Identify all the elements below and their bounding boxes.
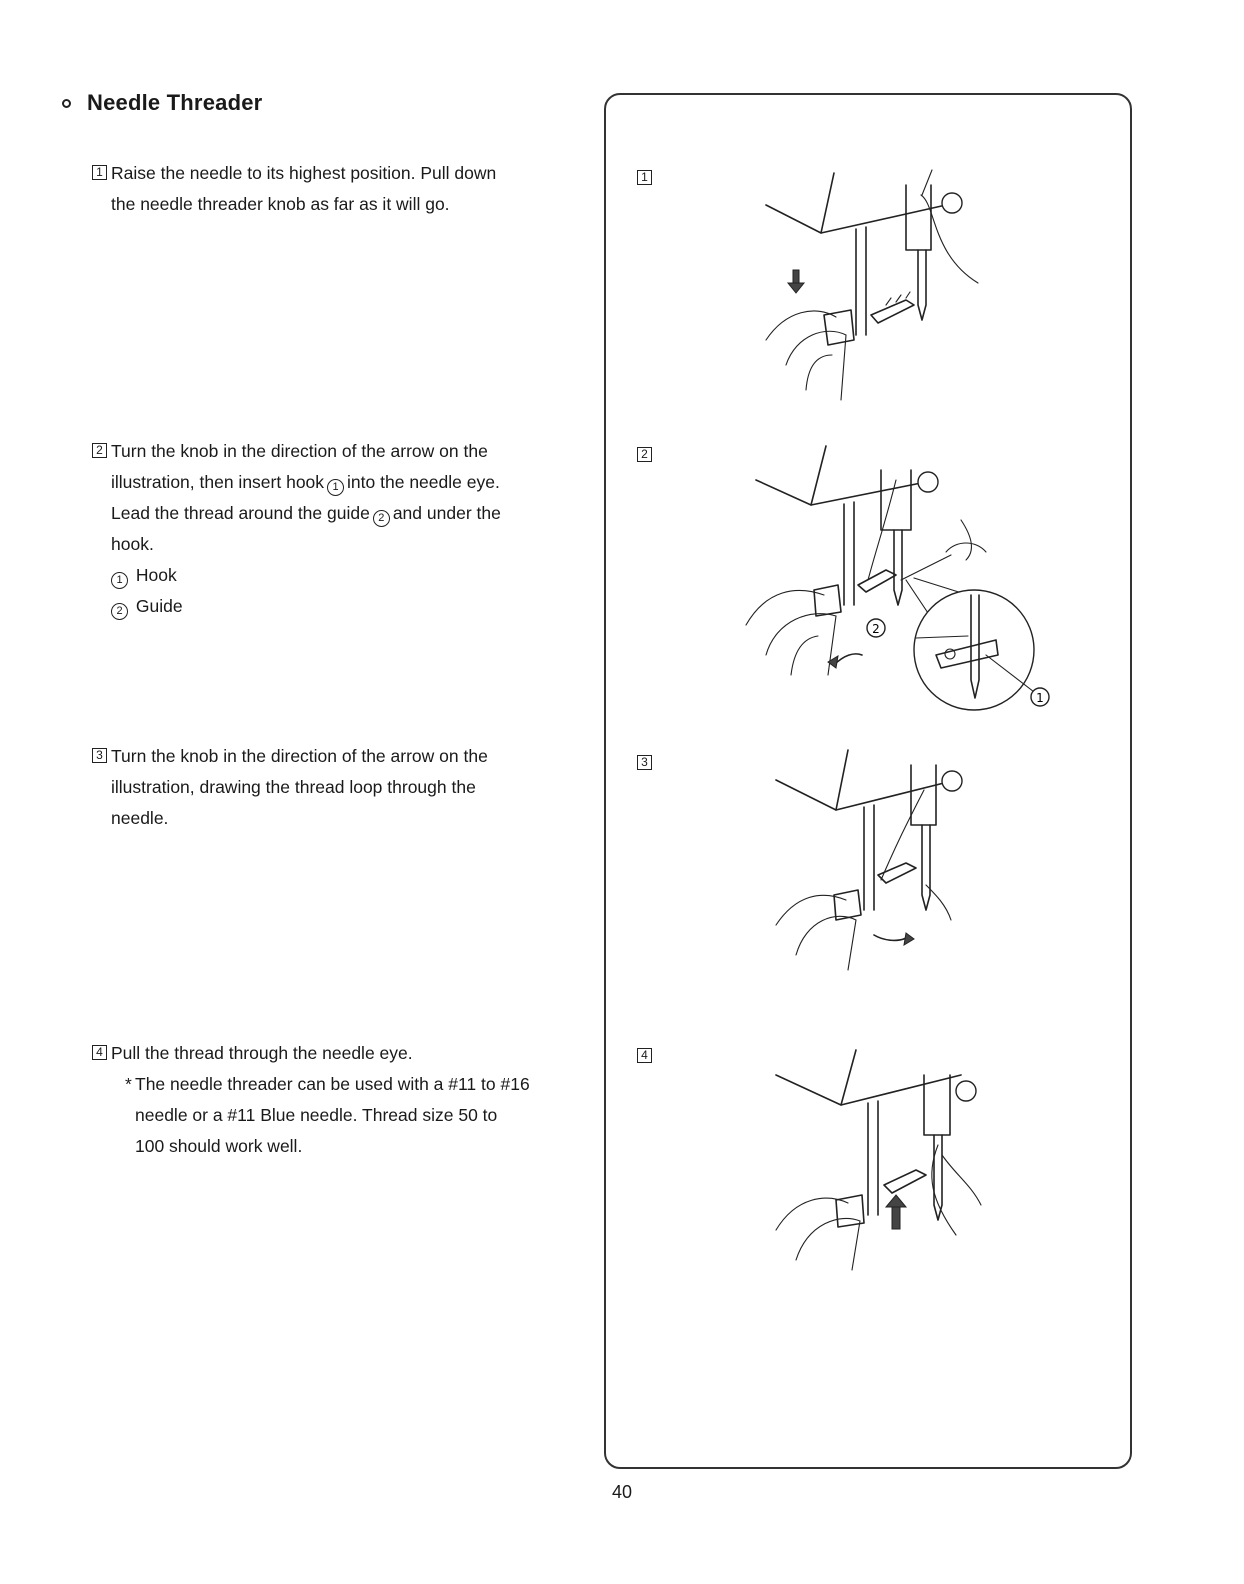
- page-number: 40: [611, 1482, 633, 1502]
- step-text-line: Raise the needle to its highest position. Pull down: [111, 163, 497, 183]
- legend-label: Hook: [135, 565, 177, 585]
- legend-item-hook: [111, 560, 582, 591]
- figure-number-badge: 3: [637, 755, 652, 770]
- legend-label: Guide: [135, 596, 183, 616]
- callout-hook-label: 1: [1036, 691, 1044, 705]
- step-text-line: hook.: [111, 534, 154, 554]
- step-1: [92, 158, 582, 220]
- step-text-line: Turn the knob in the direction of the arrow on the: [111, 746, 488, 766]
- figure-number-badge: 2: [637, 447, 652, 462]
- step-number-badge: 3: [92, 748, 107, 763]
- figure-number-badge: 4: [637, 1048, 652, 1063]
- note-text-line: needle or a #11 Blue needle. Thread size 50 to: [135, 1105, 498, 1125]
- figure-number-badge: 1: [637, 170, 652, 185]
- figure-1-illustration: [746, 165, 1006, 405]
- step-number-badge: 1: [92, 165, 107, 180]
- figure-2-illustration: [736, 440, 1056, 720]
- figure-3-illustration: [756, 735, 1016, 975]
- step-text-line: illustration, then insert hook 1 into the needle eye.: [111, 467, 582, 498]
- step-2: [92, 436, 582, 622]
- legend-marker: 1: [111, 572, 128, 589]
- illustration-panel: [604, 93, 1132, 1469]
- step-text-line: Turn the knob in the direction of the arrow on the: [111, 441, 488, 461]
- note: [125, 1069, 582, 1162]
- legend-item-guide: [111, 591, 582, 622]
- step-4: [92, 1038, 582, 1162]
- legend-marker: 2: [111, 603, 128, 620]
- note-text-line: 100 should work well.: [135, 1136, 303, 1156]
- step-3: [92, 741, 582, 834]
- callout-guide-marker: 2: [373, 510, 390, 527]
- step-text-line: Pull the thread through the needle eye.: [111, 1043, 413, 1063]
- callout-guide-label: 2: [872, 622, 880, 636]
- figure-4-illustration: [756, 1035, 1016, 1275]
- step-text-line: needle.: [111, 808, 169, 828]
- step-number-badge: 2: [92, 443, 107, 458]
- bullet-icon: [62, 99, 71, 108]
- note-asterisk: *: [125, 1074, 132, 1094]
- step-text-line: Lead the thread around the guide 2 and under the: [111, 498, 582, 529]
- callout-hook-marker: 1: [327, 479, 344, 496]
- step-text-line: the needle threader knob as far as it will go.: [111, 194, 450, 214]
- step-text-line: illustration, drawing the thread loop through the: [111, 777, 476, 797]
- section-heading: [62, 90, 262, 116]
- page-title: Needle Threader: [87, 90, 263, 115]
- step-number-badge: 4: [92, 1045, 107, 1060]
- note-text-line: The needle threader can be used with a #11 to #16: [135, 1074, 530, 1094]
